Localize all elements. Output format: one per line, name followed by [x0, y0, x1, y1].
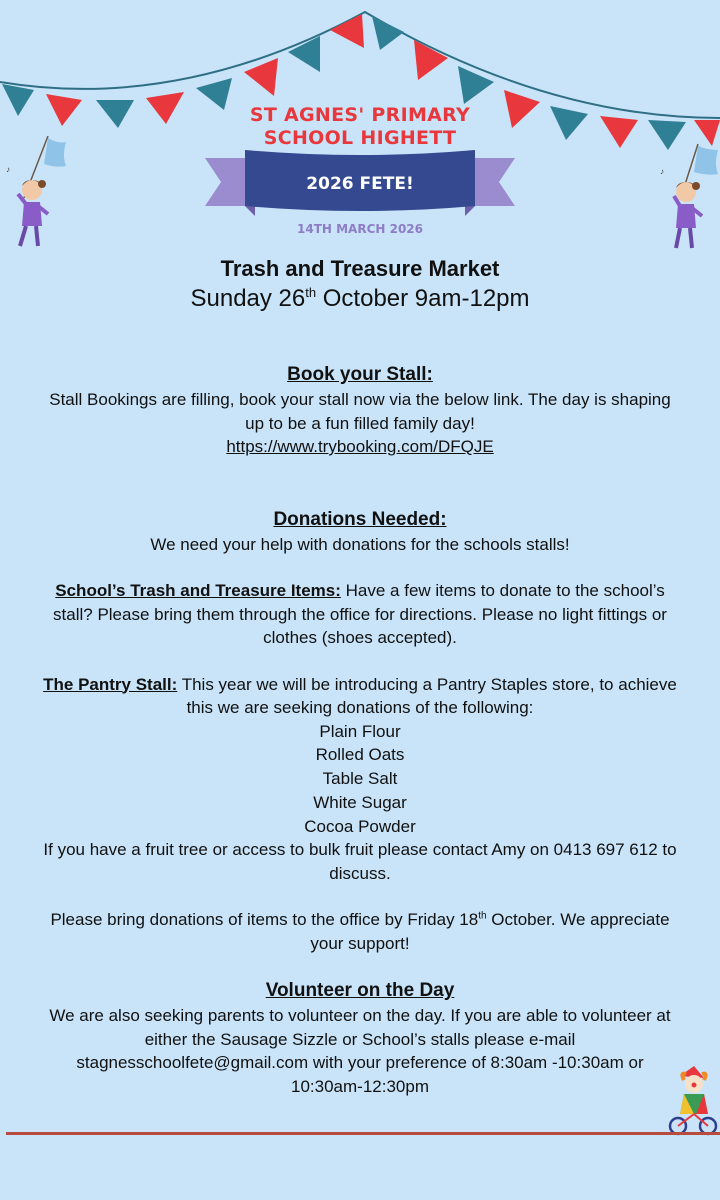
donation-deadline	[40, 908, 680, 955]
bunting-flag	[600, 116, 638, 148]
spacer	[40, 556, 680, 579]
event-title: Trash and Treasure Market	[220, 256, 500, 281]
bunting-flag	[96, 100, 134, 128]
girl-with-flag-illustration	[4, 136, 68, 252]
pantry-text: This year we will be introducing a Pantry Staples store, to achieve this we are seeking donations of the following:	[177, 674, 677, 717]
bunting-flag	[2, 84, 34, 116]
bunting-flag	[550, 106, 588, 140]
bunting-flag	[244, 58, 278, 96]
spacer	[40, 459, 680, 507]
svg-text:♪: ♪	[660, 167, 664, 176]
pantry-paragraph	[40, 673, 680, 720]
deadline-suffix: October. We appreciate your support!	[310, 910, 670, 953]
donations-heading: Donations Needed:	[273, 508, 447, 530]
spacer	[40, 885, 680, 908]
book-stall-heading: Book your Stall:	[287, 364, 433, 385]
clown-on-bike-illustration	[664, 1066, 720, 1136]
donations-intro: We need your help with donations for the schools stalls!	[150, 534, 570, 554]
fete-header-logo	[205, 100, 515, 240]
bunting-flag	[146, 92, 184, 124]
svg-text:♪: ♪	[6, 165, 10, 174]
bunting-flag	[414, 40, 448, 80]
list-item: Plain Flour	[319, 721, 401, 741]
bunting-flag	[46, 94, 82, 126]
list-item: White Sugar	[313, 792, 407, 812]
girl-with-flag-illustration	[658, 140, 720, 252]
list-item: Cocoa Powder	[304, 816, 416, 836]
pantry-heading: The Pantry Stall:	[43, 674, 178, 694]
school-name	[205, 104, 515, 150]
ribbon-text: 2026 FETE!	[306, 174, 414, 194]
pantry-items-list	[40, 720, 680, 839]
footer-divider	[6, 1132, 720, 1135]
trash-treasure-text: Have a few items to donate to the school’s stall? Please bring them through the office for directions. Please no light fittings or clothes (shoes accepted).	[53, 581, 667, 647]
volunteer-text: We are also seeking parents to volunteer on the day. If you are able to volunteer at either the Sausage Sizzle or School’s stalls please e-mail stagnesschoolfete@gmail.com with your preference of 8:30am -10:30am or 10:30am-12:30pm	[49, 1006, 671, 1096]
school-name-line1: ST AGNES' PRIMARY	[249, 104, 471, 126]
volunteer-heading: Volunteer on the Day	[265, 980, 455, 1002]
school-name-line2: SCHOOL HIGHETT	[263, 127, 457, 149]
bunting-flag	[330, 14, 364, 48]
spacer	[40, 314, 680, 362]
deadline-prefix: Please bring donations of items to the office by Friday 18	[50, 910, 479, 930]
list-item: Table Salt	[322, 769, 398, 789]
book-stall-text: Stall Bookings are filling, book your stall now via the below link. The day is shaping up to be a fun filled family day!	[49, 390, 671, 433]
bunting-flag	[372, 16, 404, 50]
event-date-prefix: Sunday 26	[190, 285, 306, 312]
spacer	[40, 955, 680, 978]
list-item: Rolled Oats	[315, 745, 405, 765]
event-date-suffix: October 9am-12pm	[316, 285, 530, 312]
fete-date: 14TH MARCH 2026	[297, 222, 423, 236]
trash-treasure-heading: School’s Trash and Treasure Items:	[55, 581, 341, 600]
event-date	[40, 284, 680, 314]
fruit-contact-text: If you have a fruit tree or access to bulk fruit please contact Amy on 0413 697 612 to discuss.	[43, 840, 677, 883]
event-date-sup: th	[305, 285, 317, 300]
booking-link[interactable]: https://www.trybooking.com/DFQJE	[226, 437, 494, 456]
deadline-sup: th	[478, 910, 487, 922]
trash-treasure-paragraph	[40, 579, 680, 650]
spacer	[40, 650, 680, 673]
flyer-content	[40, 254, 680, 1098]
